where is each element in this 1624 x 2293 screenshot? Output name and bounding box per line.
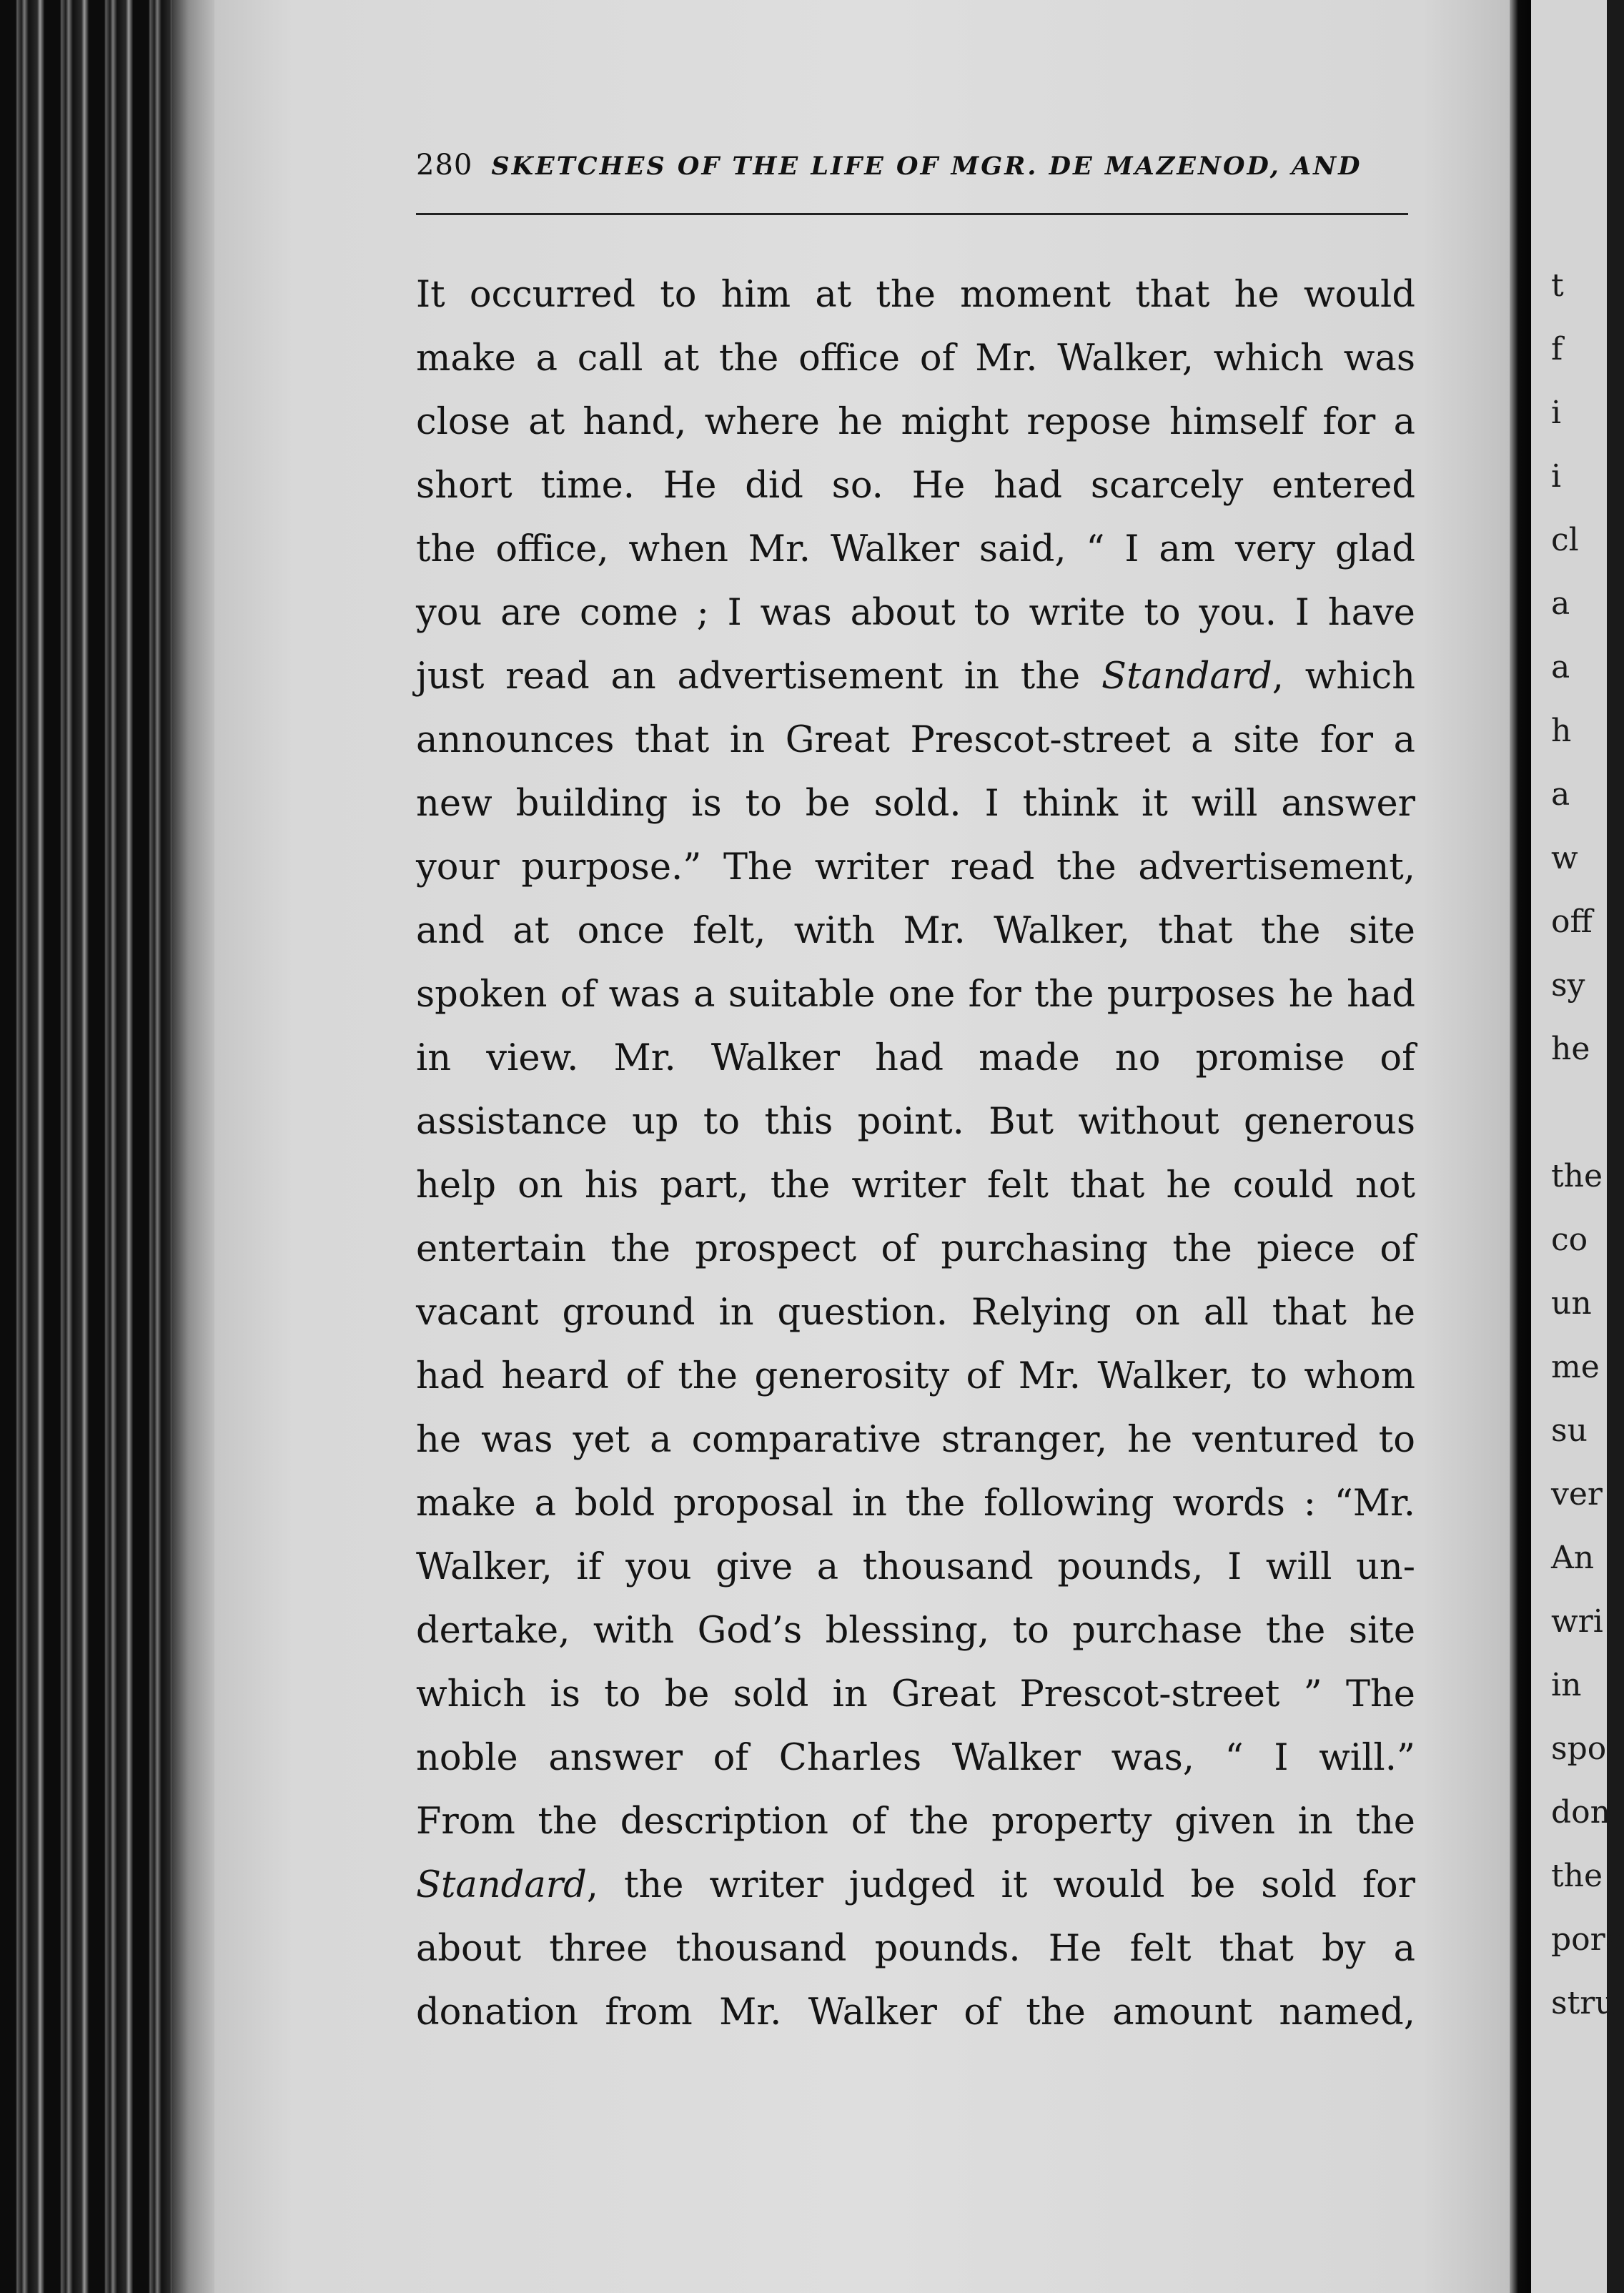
text-line: noble answer of Charles Walker was, “ I will.” bbox=[416, 1737, 1415, 1779]
adjacent-page-word: pora bbox=[1551, 1921, 1624, 1958]
text-line: the office, when Mr. Walker said, “ I am very glad bbox=[416, 528, 1415, 570]
adjacent-page-word: h bbox=[1551, 713, 1572, 749]
text-line: spoken of was a suitable one for the purposes he had bbox=[416, 974, 1415, 1016]
text-line: dertake, with God’s blessing, to purchase the site bbox=[416, 1610, 1415, 1652]
adjacent-page-word: cl bbox=[1551, 522, 1579, 558]
adjacent-page-word: i bbox=[1551, 458, 1562, 495]
adjacent-page-word: wri bbox=[1551, 1603, 1603, 1640]
adjacent-page-word: ver bbox=[1551, 1476, 1603, 1512]
adjacent-page-word: un bbox=[1551, 1285, 1592, 1322]
header-rule bbox=[416, 213, 1408, 215]
text-line: which is to be sold in Great Prescot-street ” The bbox=[416, 1673, 1415, 1715]
text-line: It occurred to him at the moment that he would bbox=[416, 274, 1415, 316]
adjacent-page-word: he bbox=[1551, 1031, 1590, 1067]
text-line: donation from Mr. Walker of the amount named, bbox=[416, 1991, 1415, 2034]
adjacent-page-word: sy bbox=[1551, 967, 1585, 1004]
adjacent-page-word: t bbox=[1551, 267, 1564, 304]
adjacent-page-word: f bbox=[1551, 331, 1563, 367]
adjacent-page-word: stru bbox=[1551, 1985, 1615, 2021]
text-line: he was yet a comparative stranger, he ventured to bbox=[416, 1419, 1415, 1461]
text-line: Walker, if you give a thousand pounds, I will un- bbox=[416, 1546, 1415, 1588]
text-line: assistance up to this point. But without generous bbox=[416, 1101, 1415, 1143]
text-line: about three thousand pounds. He felt that by a bbox=[416, 1928, 1415, 1970]
adjacent-page-word: the bbox=[1551, 1858, 1603, 1894]
newspaper-title: Standard bbox=[416, 1864, 587, 1906]
adjacent-page-word: i bbox=[1551, 395, 1562, 431]
book-gutter bbox=[1510, 0, 1531, 2293]
page-number: 280 bbox=[416, 149, 473, 182]
text-line: and at once felt, with Mr. Walker, that the site bbox=[416, 910, 1415, 952]
adjacent-page-word: off bbox=[1551, 903, 1593, 940]
adjacent-page-word: a bbox=[1551, 585, 1570, 622]
running-head bbox=[416, 149, 1408, 194]
adjacent-page-word: spo bbox=[1551, 1730, 1607, 1767]
text-line: just read an advertisement in the Standard, which bbox=[416, 655, 1415, 698]
text-line: short time. He did so. He had scarcely entered bbox=[416, 465, 1415, 507]
adjacent-page-word: a bbox=[1551, 649, 1570, 685]
adjacent-page-word: me bbox=[1551, 1349, 1600, 1385]
body-text bbox=[416, 263, 1415, 2044]
text-line: entertain the prospect of purchasing the piece of bbox=[416, 1228, 1415, 1270]
adjacent-page-word: the bbox=[1551, 1158, 1603, 1194]
text-line: your purpose.” The writer read the advertisement, bbox=[416, 846, 1415, 888]
adjacent-page-word: don bbox=[1551, 1794, 1610, 1831]
book-edge-left bbox=[0, 0, 214, 2293]
text-line: you are come ; I was about to write to you. I have bbox=[416, 592, 1415, 634]
adjacent-page-word: in bbox=[1551, 1667, 1582, 1703]
adjacent-page-fragment bbox=[1531, 0, 1624, 2293]
text-line: announces that in Great Prescot-street a site for a bbox=[416, 719, 1415, 761]
newspaper-title: Standard bbox=[1101, 655, 1272, 698]
text-line: make a bold proposal in the following words : “Mr. bbox=[416, 1482, 1415, 1525]
adjacent-page-word: su bbox=[1551, 1412, 1588, 1449]
text-line: vacant ground in question. Relying on all that he bbox=[416, 1292, 1415, 1334]
text-line: Standard, the writer judged it would be sold for bbox=[416, 1864, 1415, 1906]
adjacent-page-word: a bbox=[1551, 776, 1570, 813]
text-line: had heard of the generosity of Mr. Walker, to whom bbox=[416, 1355, 1415, 1397]
text-line: help on his part, the writer felt that he could not bbox=[416, 1164, 1415, 1207]
text-line: close at hand, where he might repose himself for a bbox=[416, 401, 1415, 443]
adjacent-page-word: w bbox=[1551, 840, 1578, 876]
text-line: in view. Mr. Walker had made no promise of bbox=[416, 1037, 1415, 1079]
running-title: SKETCHES OF THE LIFE OF MGR. DE MAZENOD, AND bbox=[491, 152, 1362, 181]
adjacent-page-word: co bbox=[1551, 1222, 1588, 1258]
adjacent-page-word: An bbox=[1551, 1540, 1595, 1576]
text-line: From the description of the property given in the bbox=[416, 1801, 1415, 1843]
text-line: new building is to be sold. I think it will answer bbox=[416, 783, 1415, 825]
text-line: make a call at the office of Mr. Walker, which was bbox=[416, 337, 1415, 380]
